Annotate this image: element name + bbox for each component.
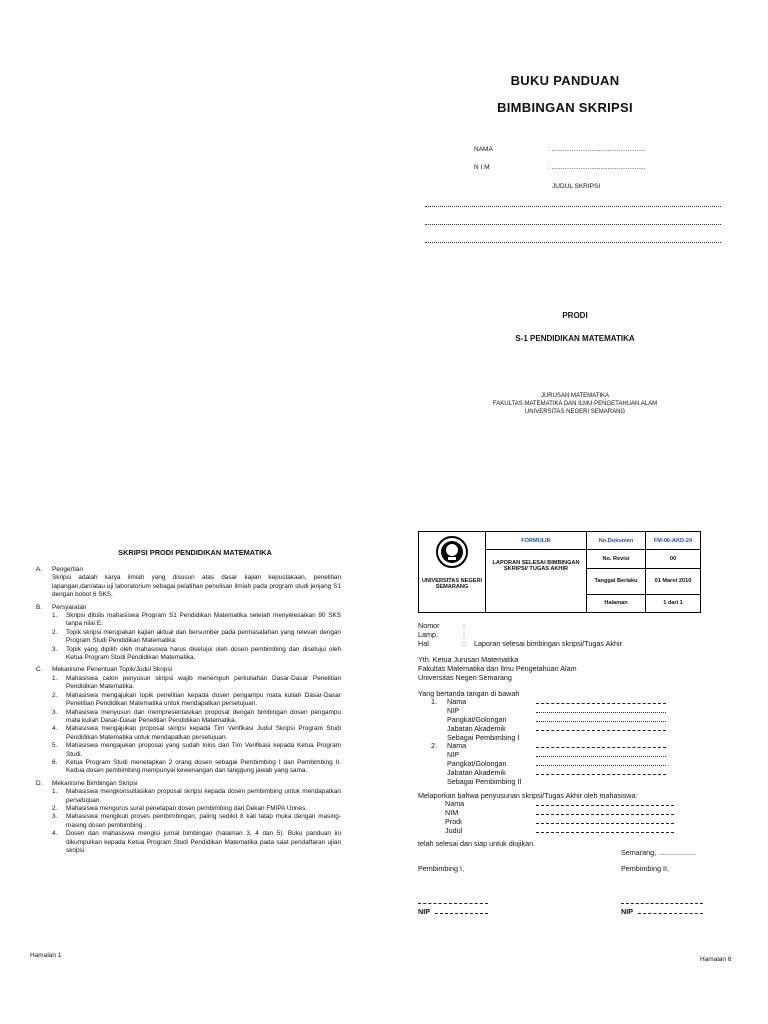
nim-label: N I M [474,164,490,171]
list-number: 6. [52,758,58,766]
form-logo-cell [419,532,486,613]
formulir-label: FORMULIR [486,532,587,550]
list-text: Ketua Program Studi menetapkan 2 orang dosen sebagai Pembimbing I dan Pembimbing II. Kedua dosen pembimbing mempunyai kewenangan dan tanggung jawab yang sama. [66,758,341,775]
no-revisi-label: No. Revisi [587,550,646,568]
sign2-line [621,903,703,904]
mhs-nim-line [536,814,674,815]
mhs-judul-line [536,832,674,833]
list-number: 1. [52,788,58,796]
list-item [52,725,341,742]
p2-nama: Nama [447,741,467,750]
list-item [52,805,341,813]
list-item [52,813,341,830]
tgl-label: Tanggal Berlaku [587,568,646,594]
list-item [52,675,341,692]
form-title: LAPORAN SELESAI BIMBINGAN SKRIPSI/ TUGAS AKHIR [486,550,587,613]
left-footer: Hamalan 1 [30,952,62,959]
universitas: UNIVERSITAS NEGERI SEMARANG [524,409,626,415]
section-title-text: Mekanisme Bimbingan Skripsi [52,779,138,787]
list-number: 4. [52,830,58,838]
selesai-text: telah selesai dan siap untuk diujikan. [418,839,536,848]
nomor-colon: : [463,621,465,630]
pembimbing1-sign: Pembimbing I, [418,864,464,873]
prodi-name: S-1 PENDIDIKAN MATEMATIKA [515,334,635,343]
yth-3: Universitas Negeri Semarang [418,673,512,682]
mhs-prodi-line [536,823,674,824]
lamp-colon: : [463,630,465,639]
jurusan: JURUSAN MATEMATIKA [540,393,610,399]
p1-jabatan: Jabatan Akademik [447,724,506,733]
section-letter: D. [36,779,43,787]
list-text: Mahasiswa mengurus surat penetapan dosen pembimbing dari Dekan FMIPA Unnes. [66,804,308,812]
mhs-judul: Judul [445,826,463,835]
nama-value: : .................................................... [548,146,646,153]
list-number: 2. [52,691,58,699]
list-item [52,742,341,759]
list-item [52,830,341,855]
section-letter: C. [36,666,43,674]
list-text: Mahasiswa mengikuti proses pembimbingan, paling sedikit 8 kali tatap muka dengan masing-masing dosen pembimbing . [66,813,341,829]
p2-nip: NIP [447,750,459,759]
semarang-date: Semarang, ................... [621,848,697,857]
list-number: 3. [52,645,58,653]
left-body [36,566,341,859]
p1-num: 1. [431,697,437,706]
p1-nama: Nama [447,697,467,706]
list-item [52,692,341,709]
list-text: Topik yang dipilih oleh mahasiswa harus disetujui oleh dosen pembimbing dan disetujui oleh Ketua Program Studi Pendidikan Matematika. [66,645,341,662]
list-text: Mahasiswa mengajukan topik penelitian kepada dosen pengampu mata kuliah Dasar-Dasar Penelitian Pendidikan Matematika untuk mendapatkan persetujuan. [66,691,341,708]
sign1-line [418,903,488,904]
prodi-label: PRODI [562,311,588,320]
hal-label: Halaman [587,594,646,612]
p1-jabatan-line [536,730,666,731]
yth-1: Yth. Ketua Jurusan Matematika [418,655,519,664]
judul-line-1 [425,206,721,207]
p1-nip: NIP [447,706,459,715]
nip1-label: NIP [418,907,430,916]
section-title-text: Persyaratan [52,603,87,611]
list-item [52,788,341,805]
p2-pemb: Sebagai Pembimbing II [447,777,522,786]
nip1-line [435,913,488,914]
melaporkan: Melaporkan bahwa penyusunan skripsi/Tugas Akhir oleh mahasiswa: [418,791,638,800]
tgl-value: 01 Maret 2010 [646,568,701,594]
section-1 [36,604,341,663]
p2-nip-line [536,756,666,757]
section-title-text: Mekanisme Penentuan Topik/Judul Skripsi [52,666,172,674]
section-title-text: Pengertian [52,566,83,573]
list-item [52,759,341,776]
list-number: 3. [52,708,58,716]
bertanda: Yang bertanda tangan di bawah [418,689,520,698]
list-number: 5. [52,742,58,750]
unnes-logo-icon [436,536,468,568]
lamp-label: Lamp. [418,630,438,639]
list-text: Mahasiswa mengajukan proposal skripsi kepada Tim Verifikasi Judul Skripsi Program Studi Pendidikan Matematika untuk mendapatkan persetujuan. [66,725,341,741]
fakultas: FAKULTAS MATEMATIKA DAN ILMU PENGETAHUAN ALAM [492,401,658,407]
list-text: Mahasiswa menyusun dan mempresentasikan proposal dengan bimbingan dosen pengampu mata kuliah Dasar-Dasar Penelitian Pendidikan Matematika. [66,708,341,724]
p2-nama-line [536,747,666,748]
form-header [418,531,701,613]
pembimbing2-sign: Pembimbing II, [621,864,669,873]
list-item [52,709,341,726]
hal-text: Laporan selesai bimbingan skripsi/Tugas Akhir [474,639,622,648]
section-letter: B. [36,603,43,611]
yth-2: Fakultas Matematika dan Ilmu Pengetahuan Alam [418,664,577,673]
section-title [36,566,341,574]
cover-title-2: BIMBINGAN SKRIPSI [497,100,633,115]
list-number: 3. [52,813,58,821]
list-item [52,646,341,663]
form-univ: UNIVERSITAS NEGERI SEMARANG [421,578,483,590]
list-text: Topik skripsi merupakan kajian aktual dan bersumber pada permasalahan yang relevan dengan Program Studi Pendidikan Matematika. [66,628,341,645]
no-revisi-value: 00 [646,550,701,568]
judul-line-3 [425,242,721,243]
p1-nip-line [536,712,666,713]
list-item [52,612,341,629]
no-dok-label: No.Dokumen [587,532,646,550]
list-number: 1. [52,612,58,620]
list-text: Mahasiswa mengkonsultasikan proposal skripsi kepada dosen pembimbing untuk mendapatkan persetujuan. [66,788,341,804]
judul-line-2 [425,224,721,225]
list-text: Mahasiswa mengajukan proposal yang sudah lolos dari Tim Verifikasi kepada Ketua Program Studi. [66,742,341,758]
list-text: Skripsi ditulis mahasiswa Program S1 Pendidikan Matematika setelah menyelesaikan 90 SKS tanpa nilai E. [66,612,341,628]
section-0 [36,566,341,600]
list-number: 4. [52,725,58,733]
mhs-prodi: Prodi [445,817,462,826]
p2-jabatan-line [536,774,666,775]
nip2-line [638,913,703,914]
mhs-nama-line [536,805,674,806]
p2-pangkat: Pangkat/Golongan [447,759,507,768]
mhs-nim: NIM [445,808,459,817]
section-title [36,666,341,674]
list-item [52,629,341,646]
p1-nama-line [536,703,666,704]
p1-pangkat: Pangkat/Golongan [447,715,507,724]
p2-pangkat-line [536,765,666,766]
nama-label: NAMA [474,146,493,153]
judul-label: JUDUL SKRIPSI [552,183,601,190]
left-heading: SKRIPSI PRODI PENDIDIKAN MATEMATIKA [118,548,272,557]
section-paragraph: Skripsi adalah karya ilmiah yang disusun atas dasar kajian kepustakaan, penelitian lapangan,dan/atau uji laboratorium sebagai pelatihan penulisan ilmiah pada program studi jenjang S1 dengan bobot 6 SKS. [52,574,341,599]
hal-value: 1 dari 1 [646,594,701,612]
p1-pemb: Sebagai Pembimbing I [447,733,520,742]
nip2-label: NIP [621,907,633,916]
section-2 [36,666,341,775]
hal-label-text: Hal [418,639,429,648]
p1-pangkat-line [536,721,666,722]
section-3 [36,780,341,856]
cover-title-1: BUKU PANDUAN [510,73,620,88]
section-title [36,780,341,788]
list-text: Dosen dan mahasiswa mengisi jurnal bimbingan (halaman 3, 4 dan 5). Buku panduan ini dikumpulkan kepada Ketua Program Studi Pendidikan Matematika pada saat pendaftaran ujian skripsi. [66,830,341,854]
section-letter: A. [36,566,43,573]
hal-colon: : [463,639,465,648]
no-dok-value: FM-06-AKD-24 [646,532,701,550]
mhs-nama: Nama [445,799,465,808]
right-footer: Hamalan 6 [700,956,732,963]
section-title [36,604,341,612]
list-number: 2. [52,804,58,812]
p2-num: 2. [431,741,437,750]
nim-value: : .................................................... [548,164,646,171]
list-number: 2. [52,628,58,636]
list-number: 1. [52,674,58,682]
p2-jabatan: Jabatan Akademik [447,768,506,777]
nomor-label: Nomor [418,621,440,630]
list-text: Mahasiswa calon penyusun skripsi wajib menempuh perkuliahan Dasar-Dasar Penelitian Pendidikan Matematika. [66,674,341,691]
